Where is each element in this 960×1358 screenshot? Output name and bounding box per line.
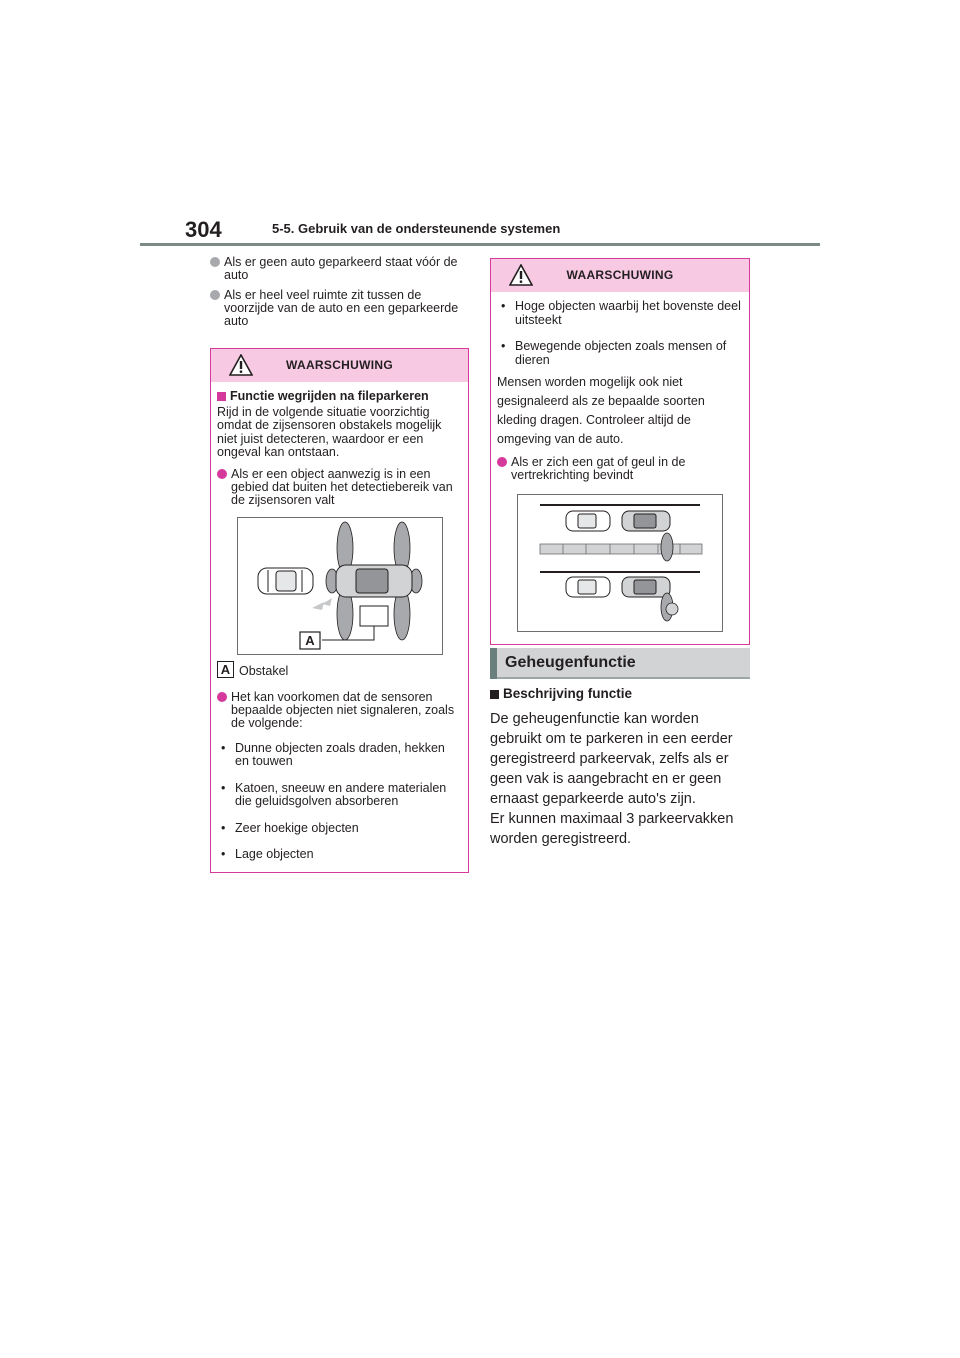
obstacle-figure bbox=[237, 517, 443, 655]
list-item bbox=[497, 456, 743, 482]
warning-header bbox=[491, 259, 749, 292]
bullet-text: Als er geen auto geparkeerd staat vóór de auto bbox=[224, 255, 458, 282]
warning-subtitle-text: Functie wegrijden na fileparkeren bbox=[230, 389, 429, 403]
warning-subtitle bbox=[217, 390, 462, 404]
list-item-text: Zeer hoekige objecten bbox=[235, 820, 359, 835]
parking-diagram bbox=[518, 495, 722, 631]
subsection-title bbox=[490, 686, 750, 701]
bullet-dot-icon bbox=[217, 692, 227, 702]
page-number: 304 bbox=[185, 217, 222, 242]
legend-text: Obstakel bbox=[239, 663, 289, 678]
header-rule bbox=[140, 243, 820, 246]
list-item-text: Bewegende objecten zoals mensen of dieren bbox=[515, 339, 727, 367]
svg-text:A: A bbox=[305, 632, 315, 648]
parked-cars-bottom bbox=[566, 577, 670, 597]
list-item bbox=[217, 468, 462, 507]
list-item-text: Hoge objecten waarbij het bovenste deel uitsteekt bbox=[515, 299, 741, 327]
section-heading-text: Geheugenfunctie bbox=[505, 654, 636, 671]
parked-cars-top bbox=[566, 511, 670, 531]
figure-legend bbox=[217, 661, 462, 683]
bullet-text: Als er zich een gat of geul in de vertrekrichting bevindt bbox=[511, 455, 686, 482]
warning-intro: Rijd in de volgende situatie voorzichtig omdat de zijsensoren obstakels mogelijk niet juist detecteren, waardoor er een ongeval kan ontstaan. bbox=[217, 404, 442, 459]
gutter bbox=[540, 544, 702, 554]
bullet-dot-icon bbox=[217, 469, 227, 479]
list-item: • Zeer hoekige objecten bbox=[221, 820, 359, 835]
motion-arrows bbox=[312, 598, 332, 610]
warning-body bbox=[491, 292, 749, 644]
list-item bbox=[210, 289, 470, 328]
own-car bbox=[336, 565, 412, 597]
bullet-dot-icon bbox=[210, 257, 220, 267]
bullet-text: Als er een object aanwezig is in een gebied dat buiten het detectiebereik van de zijsensoren valt bbox=[231, 466, 453, 507]
list-item bbox=[210, 256, 470, 282]
bullet-dot-icon bbox=[497, 457, 507, 467]
parked-car bbox=[258, 568, 313, 594]
list-item-text: Katoen, sneeuw en andere materialen die geluidsgolven absorberen bbox=[235, 780, 447, 808]
right-column bbox=[490, 258, 750, 645]
warning-triangle-icon bbox=[509, 264, 533, 286]
list-item: • Lage objecten bbox=[221, 847, 314, 861]
square-bullet-icon bbox=[490, 690, 499, 699]
list-item-text: Lage objecten bbox=[235, 847, 314, 861]
description-paragraph: Er kunnen maximaal 3 parkeervakken worden geregistreerd. bbox=[490, 811, 734, 847]
warning-title: WAARSCHUWING bbox=[566, 268, 674, 282]
warning-header bbox=[211, 349, 468, 382]
subsection-title-text: Beschrijving functie bbox=[503, 686, 633, 701]
left-column bbox=[210, 256, 470, 873]
warning-paragraph: Mensen worden mogelijk ook niet gesignaleerd als ze bepaalde soorten kleding dragen. Controleer altijd de omgeving van de auto. bbox=[497, 375, 705, 446]
list-item: • Katoen, sneeuw en andere materialen die geluidsgolven absorberen bbox=[221, 780, 447, 808]
parking-figure bbox=[517, 494, 723, 632]
bullet-text: Het kan voorkomen dat de sensoren bepaalde objecten niet signaleren, zoals de volgende: bbox=[231, 689, 455, 730]
legend-key: A bbox=[217, 661, 234, 678]
description-paragraph: De geheugenfunctie kan worden gebruikt om te parkeren in een eerder geregistreerd parkeervak, zelfs als er geen vak is aangebracht en er geen ernaast geparkeerde auto's zijn. bbox=[490, 711, 733, 807]
list-item: • Bewegende objecten zoals mensen of dieren bbox=[501, 339, 727, 367]
list-item: • Dunne objecten zoals draden, hekken en touwen bbox=[221, 740, 445, 768]
warning-triangle-icon bbox=[229, 354, 253, 376]
warning-box bbox=[490, 258, 750, 645]
obstacle bbox=[360, 606, 388, 626]
warning-box bbox=[210, 348, 469, 873]
bullet-text: Als er heel veel ruimte zit tussen de voorzijde van de auto en een geparkeerde auto bbox=[224, 288, 459, 328]
description bbox=[490, 686, 750, 849]
list-item-text: Dunne objecten zoals draden, hekken en touwen bbox=[235, 740, 445, 768]
list-item bbox=[217, 691, 462, 730]
square-bullet-icon bbox=[217, 392, 226, 401]
warning-body bbox=[211, 382, 468, 872]
warning-title: WAARSCHUWING bbox=[286, 358, 393, 372]
list-item: • Hoge objecten waarbij het bovenste deel uitsteekt bbox=[501, 299, 741, 327]
page-header bbox=[140, 213, 820, 247]
obstacle-diagram bbox=[238, 518, 442, 654]
section-title: 5-5. Gebruik van de ondersteunende systemen bbox=[272, 221, 561, 236]
bullet-dot-icon bbox=[210, 290, 220, 300]
section-heading bbox=[490, 648, 750, 679]
